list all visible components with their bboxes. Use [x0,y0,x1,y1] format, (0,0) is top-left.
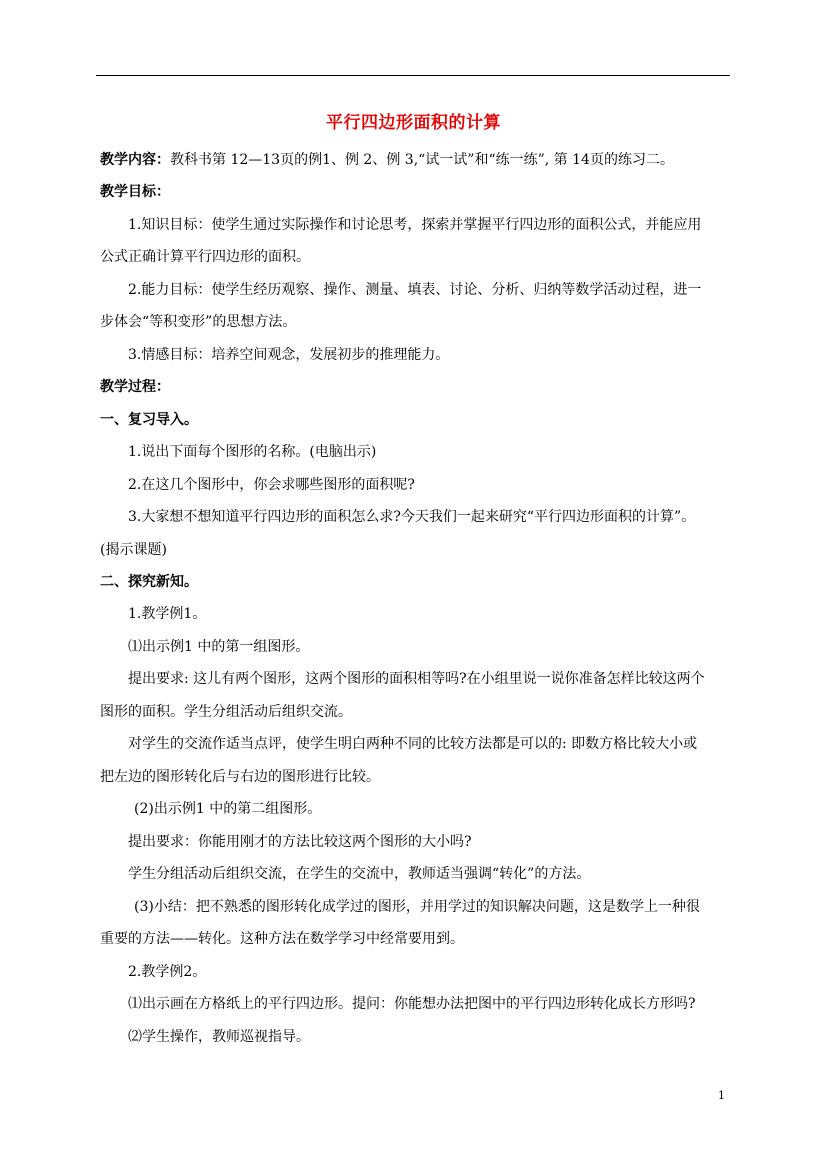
s2-e1-req-line2: 图形的面积。学生分组活动后组织交流。 [100,704,352,720]
goal3: 3.情感目标：培养空间观念，发展初步的推理能力。 [128,347,450,363]
page-number: 1 [718,1089,725,1102]
s2-e1-req-line1: 提出要求: 这儿有两个图形，这两个图形的面积相等吗?在小组里说一说你准备怎样比较这两个 [128,671,705,687]
goal2-line2: 步体会“等积变形”的思想方法。 [100,314,297,330]
s2-e1-summary-line2: 重要的方法——转化。这种方法在数学学习中经常要用到。 [100,931,464,947]
s2-e1-exchange: 学生分组活动后组织交流，在学生的交流中，教师适当强调“转化”的方法。 [128,866,591,882]
s1-item1: 1.说出下面每个图形的名称。(电脑出示) [128,444,377,460]
s2-e1-req2: 提出要求：你能用刚才的方法比较这两个图形的大小吗? [128,834,472,850]
s2-e2-step2: ⑵学生操作，教师巡视指导。 [128,1029,310,1045]
goal1-line1: 1.知识目标：使学生通过实际操作和讨论思考，探索并掌握平行四边形的面积公式，并能应用 [128,217,702,233]
s2-e1-step1: ⑴出示例1 中的第一组图形。 [128,639,310,655]
s2-example2: 2.教学例2。 [128,964,207,980]
s2-e1-comment-line1: 对学生的交流作适当点评，使学生明白两种不同的比较方法都是可以的: 即数方格比较大小或 [128,736,698,752]
content-line [100,150,732,170]
s1-item3-line1: 3.大家想不想知道平行四边形的面积怎么求?今天我们一起来研究“平行四边形面积的计算”。 [128,509,696,525]
s2-e2-step1: ⑴出示画在方格纸上的平行四边形。提问：你能想办法把图中的平行四边形转化成长方形吗? [128,996,696,1012]
s2-e1-summary-line1: (3)小结：把不熟悉的图形转化成学过的图形，并用学过的知识解决问题，这是数学上一种很 [134,899,700,915]
goal2-line1: 2.能力目标：使学生经历观察、操作、测量、填表、讨论、分析、归纳等数学活动过程，进一 [128,282,702,298]
section1-heading: 一、复习导入。 [100,412,198,428]
s2-e1-comment-line2: 把左边的图形转化后与右边的图形进行比较。 [100,769,380,785]
section2-heading: 二、探究新知。 [100,574,198,590]
content-label: 教学内容： [100,152,170,168]
s1-item2: 2.在这几个图形中，你会求哪些图形的面积呢? [128,477,415,493]
s2-example1: 1.教学例1。 [128,606,207,622]
s1-item3-line2: (揭示课题) [100,542,167,558]
s2-e1-step2: (2)出示例1 中的第二组图形。 [134,801,322,817]
goals-heading: 教学目标： [100,184,170,200]
page-title: 平行四边形面积的计算 [326,113,501,133]
goal1-line2: 公式正确计算平行四边形的面积。 [100,249,310,265]
content-text: 教科书第 12—13页的例1、例 2、例 3,“试一试”和“练一练”, 第 14页的练习二。 [170,152,674,168]
header-rule [96,75,730,76]
process-heading: 教学过程： [100,379,170,395]
